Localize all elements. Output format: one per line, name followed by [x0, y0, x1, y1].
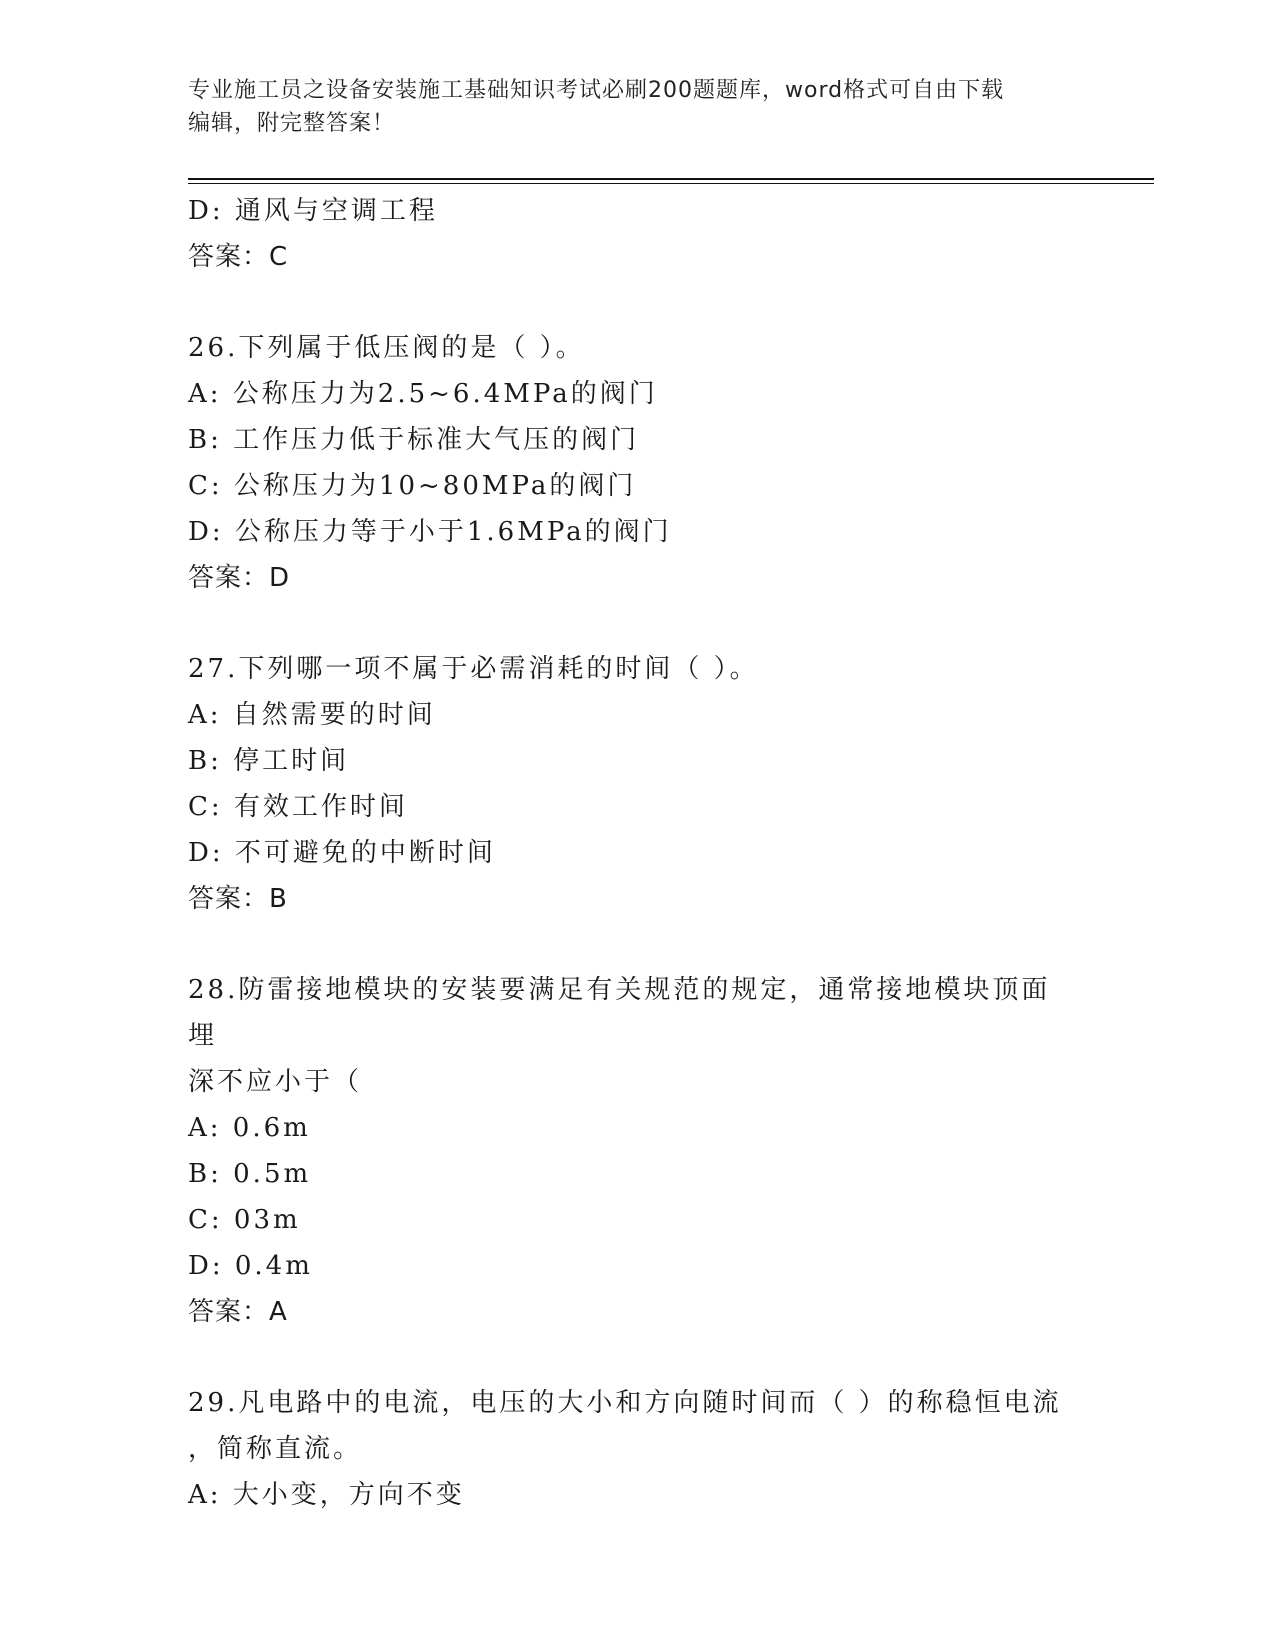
- header-rule-thin: [188, 183, 1154, 184]
- option-b: B: 停工时间: [188, 746, 350, 776]
- question-stem-line-1: 29.凡电路中的电流，电压的大小和方向随时间而（ ）的称稳恒电流: [188, 1388, 1062, 1418]
- option-c: C: 有效工作时间: [188, 792, 408, 822]
- answer-line: 答案：C: [188, 242, 289, 272]
- option-d: D: 不可避免的中断时间: [188, 838, 496, 868]
- answer-line: 答案：B: [188, 884, 288, 914]
- option-b: B: 工作压力低于标准大气压的阀门: [188, 425, 640, 455]
- option-c: C: 03m: [188, 1205, 301, 1235]
- header-line-1: 专业施工员之设备安装施工基础知识考试必刷200题题库，word格式可自由下载: [188, 78, 1005, 103]
- question-stem-line-2: 深不应小于（: [188, 1067, 363, 1097]
- question-stem-line-1: 28.防雷接地模块的安装要满足有关规范的规定，通常接地模块顶面埋: [188, 975, 1051, 1051]
- question-29: [188, 1380, 1088, 1518]
- header-rule-thick: [188, 178, 1154, 180]
- question-26: [188, 325, 1088, 601]
- question-stem: 27.下列哪一项不属于必需消耗的时间（ ）。: [188, 654, 759, 684]
- option-d: D: 通风与空调工程: [188, 196, 438, 226]
- document-content: [188, 188, 1088, 1518]
- option-d: D: 公称压力等于小于1.6MPa的阀门: [188, 517, 672, 547]
- header-line-2: 编辑，附完整答案！: [188, 111, 396, 136]
- option-a: A: 公称压力为2.5~6.4MPa的阀门: [188, 379, 658, 409]
- option-a: A: 0.6m: [188, 1113, 311, 1143]
- option-a: A: 大小变，方向不变: [188, 1480, 465, 1510]
- question-stem-line-2: ，简称直流。: [188, 1434, 363, 1464]
- option-c: C: 公称压力为10~80MPa的阀门: [188, 471, 637, 501]
- option-a: A: 自然需要的时间: [188, 700, 436, 730]
- question-25-tail: [188, 188, 1088, 280]
- answer-line: 答案：D: [188, 563, 291, 593]
- option-d: D: 0.4m: [188, 1251, 313, 1281]
- answer-line: 答案：A: [188, 1297, 288, 1327]
- question-28: [188, 967, 1088, 1335]
- question-27: [188, 646, 1088, 922]
- page-header: [188, 74, 1088, 140]
- option-b: B: 0.5m: [188, 1159, 312, 1189]
- question-stem: 26.下列属于低压阀的是（ ）。: [188, 333, 585, 363]
